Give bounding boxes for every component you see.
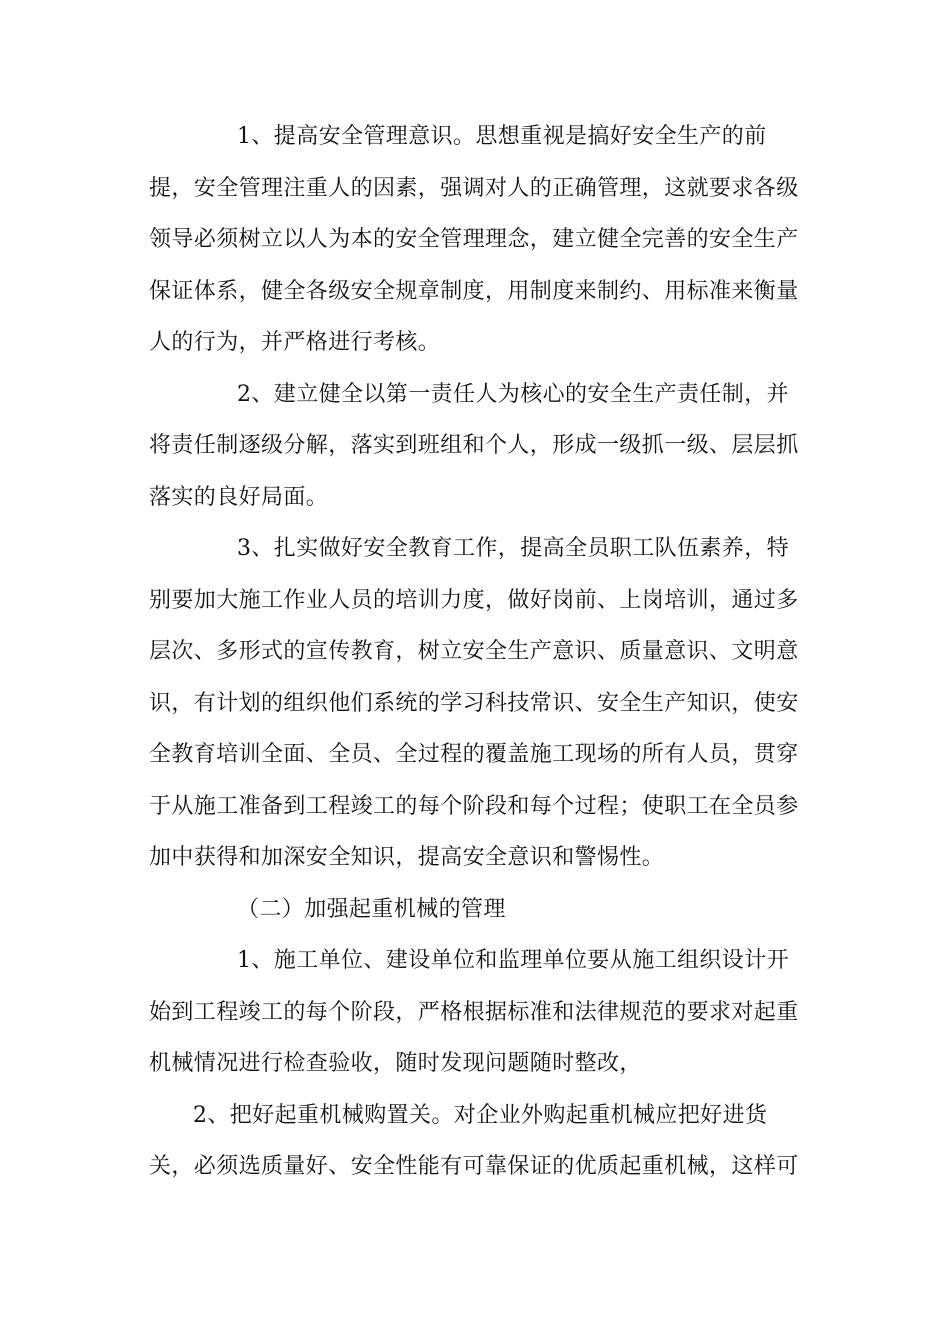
paragraph-3-line-1: 3、扎实做好安全教育工作，提高全员职工队伍素养，特 [237, 536, 789, 561]
paragraph-3-line-7: 加中获得和加深安全知识，提高安全意识和警惕性。 [149, 845, 665, 870]
paragraph-5-line-1: 2、把好起重机械购置关。对企业外购起重机械应把好进货 [193, 1103, 768, 1128]
paragraph-1-line-2: 提，安全管理注重人的因素，强调对人的正确管理，这就要求各级 [149, 176, 799, 201]
paragraph-3-line-6: 于从施工准备到工程竣工的每个阶段和每个过程；使职工在全员参 [149, 794, 799, 819]
paragraph-2-line-1: 2、建立健全以第一责任人为核心的安全生产责任制，并 [237, 382, 789, 407]
paragraph-4-line-3: 机械情况进行检查验收，随时发现问题随时整改， [149, 1051, 642, 1076]
paragraph-4-line-1: 1、施工单位、建设单位和监理单位要从施工组织设计开 [237, 948, 789, 973]
paragraph-3-line-3: 层次、多形式的宣传教育，树立安全生产意识、质量意识、文明意 [149, 639, 799, 664]
paragraph-1-line-5: 人的行为，并严格进行考核。 [149, 330, 441, 355]
section-heading: （二）加强起重机械的管理 [237, 897, 506, 922]
paragraph-1-line-3: 领导必须树立以人为本的安全管理理念，建立健全完善的安全生产 [149, 227, 799, 252]
paragraph-1-line-4: 保证体系，健全各级安全规章制度，用制度来制约、用标准来衡量 [149, 279, 799, 304]
paragraph-3-line-5: 全教育培训全面、全员、全过程的覆盖施工现场的所有人员，贯穿 [149, 742, 799, 767]
paragraph-1-line-1: 1、提高安全管理意识。思想重视是搞好安全生产的前 [237, 124, 767, 149]
paragraph-3-line-4: 识，有计划的组织他们系统的学习科技常识、安全生产知识，使安 [149, 691, 799, 716]
paragraph-3-line-2: 别要加大施工作业人员的培训力度，做好岗前、上岗培训，通过多 [149, 588, 799, 613]
paragraph-2-line-2: 将责任制逐级分解，落实到班组和个人，形成一级抓一级、层层抓 [149, 433, 799, 458]
paragraph-2-line-3: 落实的良好局面。 [149, 485, 329, 510]
paragraph-4-line-2: 始到工程竣工的每个阶段，严格根据标准和法律规范的要求对起重 [149, 1000, 799, 1025]
paragraph-5-line-2: 关，必须选质量好、安全性能有可靠保证的优质起重机械，这样可 [149, 1154, 799, 1179]
